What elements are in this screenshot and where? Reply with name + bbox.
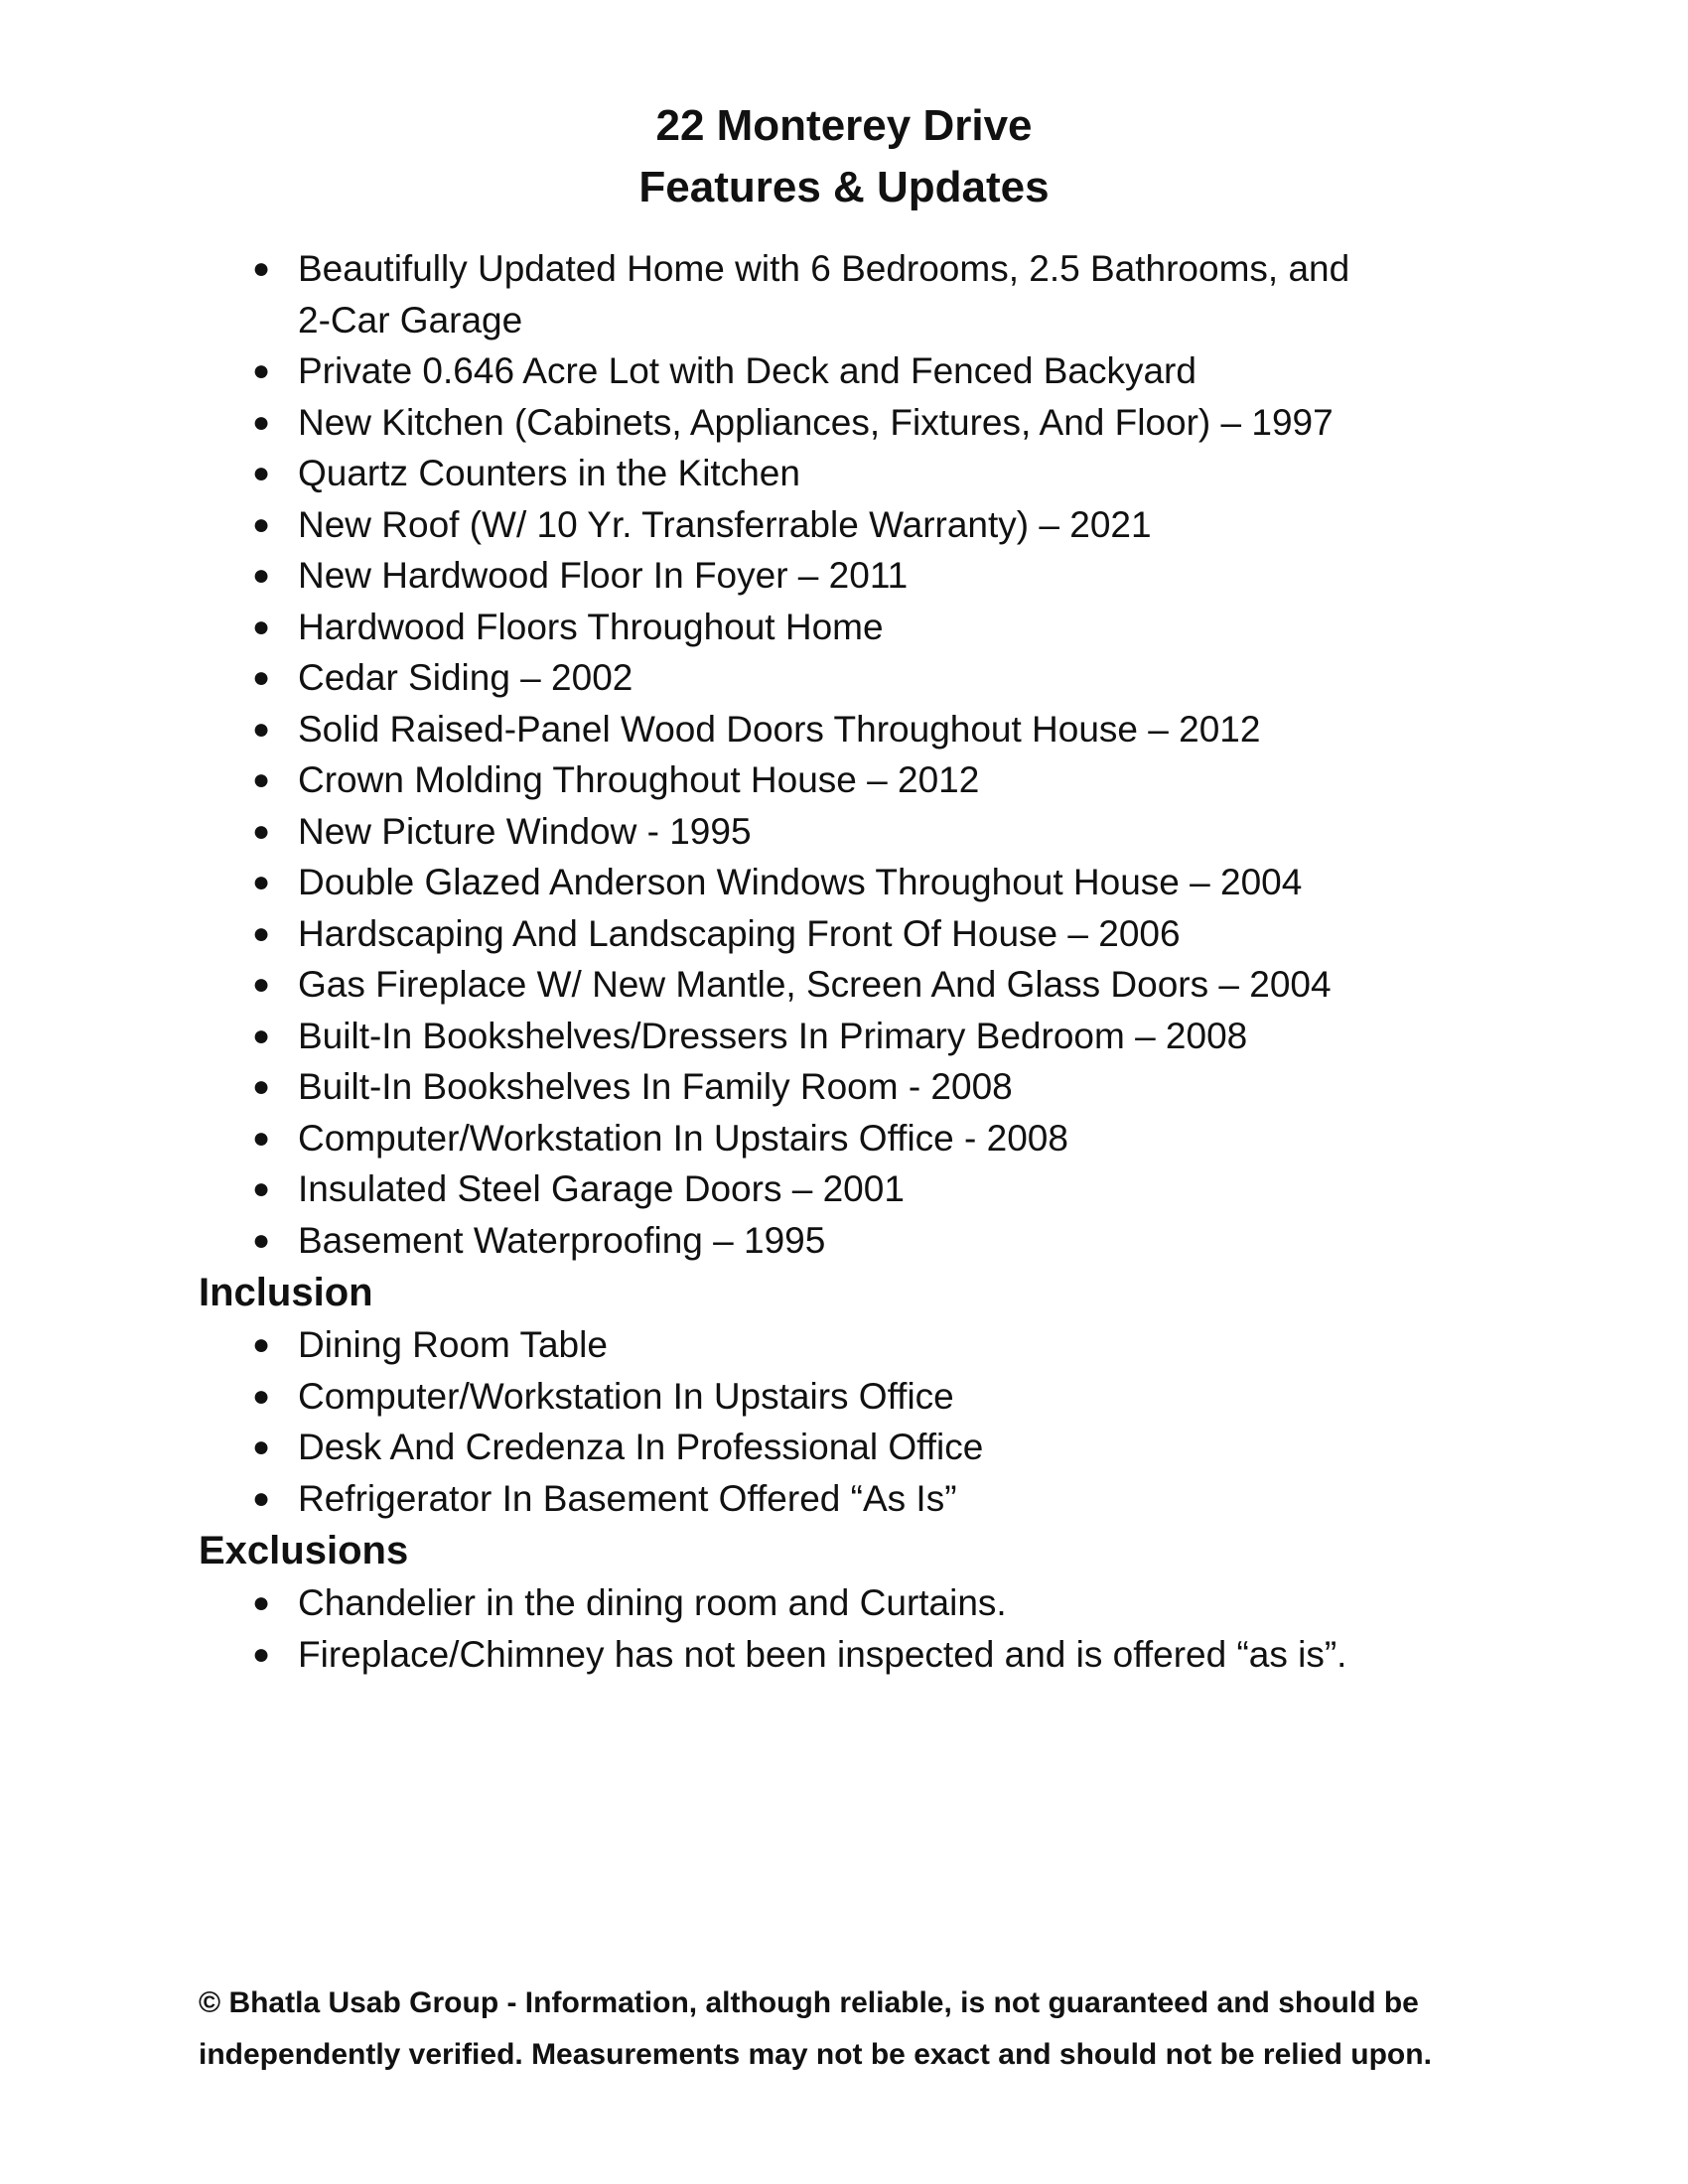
bullet-icon: ● bbox=[251, 814, 271, 848]
list-item bbox=[251, 397, 1489, 449]
bullet-icon: ● bbox=[251, 1637, 271, 1671]
list-item bbox=[251, 1422, 1489, 1473]
bullet-icon: ● bbox=[251, 1070, 271, 1103]
inclusion-list bbox=[199, 1319, 1489, 1524]
bullet-icon: ● bbox=[251, 1121, 271, 1155]
list-item-text: Built-In Bookshelves In Family Room - 2008 bbox=[298, 1066, 1013, 1107]
disclaimer-line: independently verified. Measurements may not be exact and should not be relied upon. bbox=[199, 2038, 1432, 2071]
bullet-icon: ● bbox=[251, 457, 271, 489]
bullet-icon: ● bbox=[251, 405, 271, 439]
bullet-icon: ● bbox=[251, 507, 271, 541]
bullet-icon: ● bbox=[251, 916, 271, 950]
bullet-icon: ● bbox=[251, 354, 271, 387]
list-item bbox=[251, 345, 1489, 397]
bullet-icon: ● bbox=[251, 559, 271, 592]
list-item bbox=[251, 1011, 1489, 1062]
bullet-icon: ● bbox=[251, 968, 271, 1001]
list-item-text: Chandelier in the dining room and Curtains. bbox=[298, 1582, 1007, 1623]
list-item-text: Crown Molding Throughout House – 2012 bbox=[298, 759, 980, 800]
list-item bbox=[251, 857, 1489, 908]
bullet-icon: ● bbox=[251, 1223, 271, 1257]
inclusion-heading: Inclusion bbox=[199, 1271, 373, 1314]
bullet-icon: ● bbox=[251, 252, 271, 285]
list-item-text: Built-In Bookshelves/Dressers In Primary Bedroom – 2008 bbox=[298, 1015, 1248, 1056]
list-item bbox=[251, 1371, 1489, 1423]
list-item-text: Double Glazed Anderson Windows Throughout House – 2004 bbox=[298, 862, 1303, 902]
bullet-icon: ● bbox=[251, 1586, 271, 1619]
list-item-text: Solid Raised-Panel Wood Doors Throughout House – 2012 bbox=[298, 708, 1261, 750]
list-item bbox=[251, 908, 1489, 960]
list-item bbox=[251, 1629, 1489, 1681]
bullet-icon: ● bbox=[251, 610, 271, 643]
list-item bbox=[251, 1215, 1489, 1267]
list-item bbox=[251, 602, 1489, 653]
bullet-icon: ● bbox=[251, 1328, 271, 1361]
list-item-text: Beautifully Updated Home with 6 Bedrooms, 2.5 Bathrooms, and 2-Car Garage bbox=[298, 248, 1350, 341]
list-item-text: Refrigerator In Basement Offered “As Is” bbox=[298, 1477, 957, 1519]
list-item bbox=[251, 499, 1489, 551]
list-item-text: Dining Room Table bbox=[298, 1324, 608, 1365]
list-item-text: Fireplace/Chimney has not been inspected and is offered “as is”. bbox=[298, 1633, 1347, 1675]
list-item-text: Computer/Workstation In Upstairs Office bbox=[298, 1375, 954, 1417]
list-item-text: New Hardwood Floor In Foyer – 2011 bbox=[298, 555, 909, 596]
list-item bbox=[251, 1577, 1489, 1629]
bullet-icon: ● bbox=[251, 1172, 271, 1205]
list-item-text: Desk And Credenza In Professional Office bbox=[298, 1427, 984, 1467]
features-list bbox=[199, 243, 1489, 1266]
list-item-text: Insulated Steel Garage Doors – 2001 bbox=[298, 1168, 905, 1209]
list-item bbox=[251, 754, 1489, 806]
list-item-text: Private 0.646 Acre Lot with Deck and Fenced Backyard bbox=[298, 350, 1196, 391]
exclusions-heading: Exclusions bbox=[199, 1529, 409, 1572]
list-item bbox=[251, 652, 1489, 704]
list-item-text: New Picture Window - 1995 bbox=[298, 810, 752, 852]
list-item bbox=[251, 806, 1489, 858]
exclusions-list bbox=[199, 1577, 1489, 1680]
bullet-icon: ● bbox=[251, 763, 271, 796]
list-item-text: Quartz Counters in the Kitchen bbox=[298, 453, 800, 493]
list-item-text: Gas Fireplace W/ New Mantle, Screen And Glass Doors – 2004 bbox=[298, 964, 1332, 1005]
list-item-text: New Kitchen (Cabinets, Appliances, Fixtures, And Floor) – 1997 bbox=[298, 401, 1334, 443]
list-item-text: Basement Waterproofing – 1995 bbox=[298, 1219, 826, 1261]
list-item-text: Computer/Workstation In Upstairs Office - 2008 bbox=[298, 1117, 1068, 1159]
list-item-text: Hardscaping And Landscaping Front Of House – 2006 bbox=[298, 912, 1181, 954]
list-item bbox=[251, 1061, 1489, 1113]
bullet-icon: ● bbox=[251, 1481, 271, 1515]
list-item bbox=[251, 550, 1489, 602]
list-item-text: Hardwood Floors Throughout Home bbox=[298, 606, 884, 647]
bullet-icon: ● bbox=[251, 1379, 271, 1413]
bullet-icon: ● bbox=[251, 866, 271, 898]
list-item bbox=[251, 243, 1370, 345]
document-content bbox=[199, 243, 1489, 1680]
list-item bbox=[251, 959, 1489, 1011]
list-item bbox=[251, 1163, 1489, 1215]
list-item-text: New Roof (W/ 10 Yr. Transferrable Warranty) – 2021 bbox=[298, 503, 1152, 545]
list-item bbox=[251, 1113, 1489, 1164]
list-item-text: Cedar Siding – 2002 bbox=[298, 657, 633, 698]
bullet-icon: ● bbox=[251, 661, 271, 694]
disclaimer-line: © Bhatla Usab Group - Information, although reliable, is not guaranteed and should be bbox=[199, 1986, 1419, 2019]
list-item bbox=[251, 448, 1489, 499]
property-address: 22 Monterey Drive bbox=[655, 101, 1033, 150]
bullet-icon: ● bbox=[251, 712, 271, 746]
disclaimer-footer bbox=[199, 1978, 1489, 2081]
title-block bbox=[0, 95, 1688, 218]
list-item bbox=[251, 1319, 1489, 1371]
list-item bbox=[251, 1473, 1489, 1525]
document-title: Features & Updates bbox=[638, 163, 1050, 211]
bullet-icon: ● bbox=[251, 1019, 271, 1052]
bullet-icon: ● bbox=[251, 1431, 271, 1463]
list-item bbox=[251, 704, 1489, 755]
